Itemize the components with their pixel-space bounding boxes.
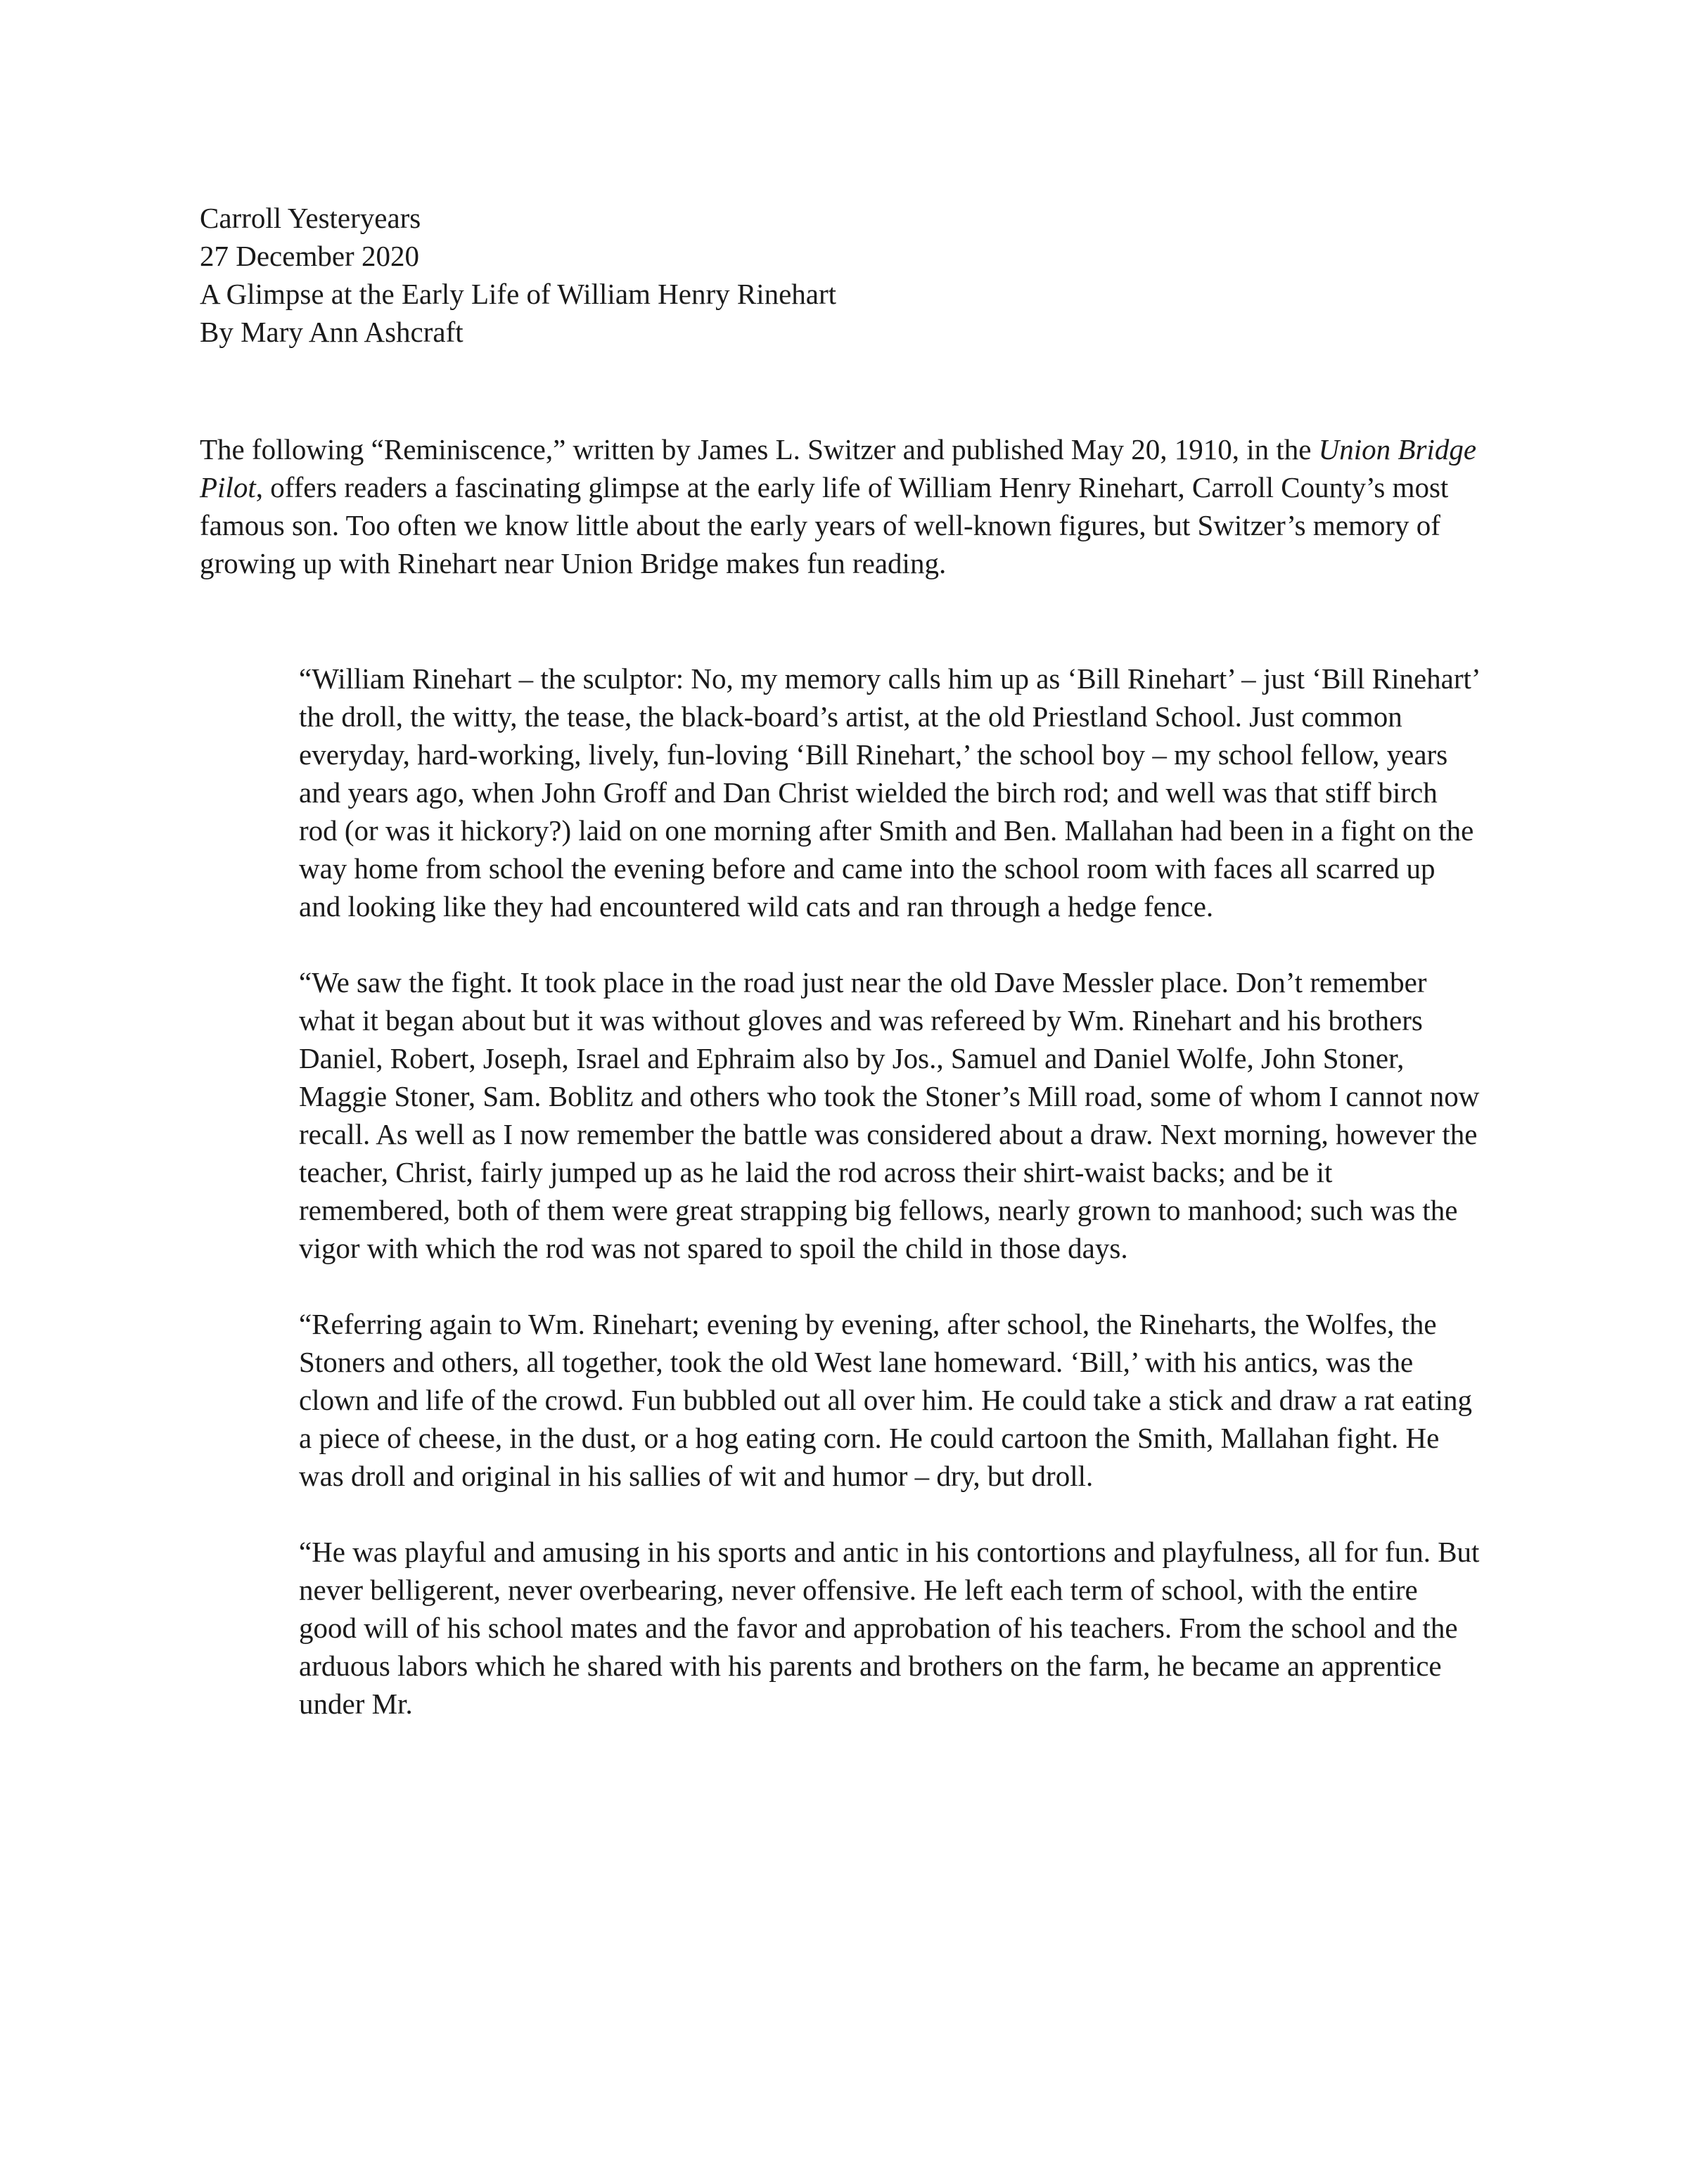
intro-paragraph: [200, 430, 1487, 582]
column-name: Carroll Yesteryears: [200, 202, 421, 234]
publication-name: Union Bridge Pilot: [200, 433, 1477, 503]
quote-paragraph-3: “Referring again to Wm. Rinehart; evening by evening, after school, the Rineharts, the Wolfes, the Stoners and others, all together, took the old West lane homeward. ‘Bill,’ with his antics, was the clown and life of the crowd. Fun bubbled out all over him. He could take a stick and draw a rat eating a piece of cheese, in the dust, or a hog eating corn. He could cartoon the Smith, Mallahan fight. He was droll and original in his sallies of wit and humor – dry, but droll.: [299, 1308, 1472, 1492]
article-header: [200, 199, 1536, 351]
byline: By Mary Ann Ashcraft: [200, 316, 463, 348]
block-quote: [299, 660, 1481, 1723]
intro-text-start: The following “Reminiscence,” written by James L. Switzer and published May 20, 1910, in the: [200, 433, 1319, 465]
quote-paragraph-4: “He was playful and amusing in his sports and antic in his contortions and playfulness, all for fun. But never belligerent, never overbearing, never offensive. He left each term of school, with the entire good will of his school mates and the favor and approbation of his teachers. From the school and the arduous labors which he shared with his parents and brothers on the farm, he became an apprentice under Mr.: [299, 1536, 1480, 1720]
intro-text-end: , offers readers a fascinating glimpse at the early life of William Henry Rinehart, Carroll County’s most famous son. Too often we know little about the early years of well-known figures, but Switzer’s memory of growing up with Rinehart near Union Bridge makes fun reading.: [200, 471, 1449, 579]
quote-paragraph-1: “William Rinehart – the sculptor: No, my memory calls him up as ‘Bill Rinehart’ – just ‘Bill Rinehart’ the droll, the witty, the tease, the black-board’s artist, at the old Priestland School. Just common everyday, hard-working, lively, fun-loving ‘Bill Rinehart,’ the school boy – my school fellow, years and years ago, when John Groff and Dan Christ wielded the birch rod; and well was that stiff birch rod (or was it hickory?) laid on one morning after Smith and Ben. Mallahan had been in a fight on the way home from school the evening before and came into the school room with faces all scarred up and looking like they had encountered wild cats and ran through a hedge fence.: [299, 662, 1479, 923]
article-title: A Glimpse at the Early Life of William Henry Rinehart: [200, 278, 837, 310]
publication-date: 27 December 2020: [200, 240, 419, 272]
quote-paragraph-2: “We saw the fight. It took place in the road just near the old Dave Messler place. Don’t remember what it began about but it was without gloves and was refereed by Wm. Rinehart and his brothers Daniel, Robert, Joseph, Israel and Ephraim also by Jos., Samuel and Daniel Wolfe, John Stoner, Maggie Stoner, Sam. Boblitz and others who took the Stoner’s Mill road, some of whom I cannot now recall. As well as I now remember the battle was considered about a draw. Next morning, however the teacher, Christ, fairly jumped up as he laid the rod across their shirt-waist backs; and be it remembered, both of them were great strapping big fellows, nearly grown to manhood; such was the vigor with which the rod was not spared to spoil the child in those days.: [299, 966, 1480, 1264]
